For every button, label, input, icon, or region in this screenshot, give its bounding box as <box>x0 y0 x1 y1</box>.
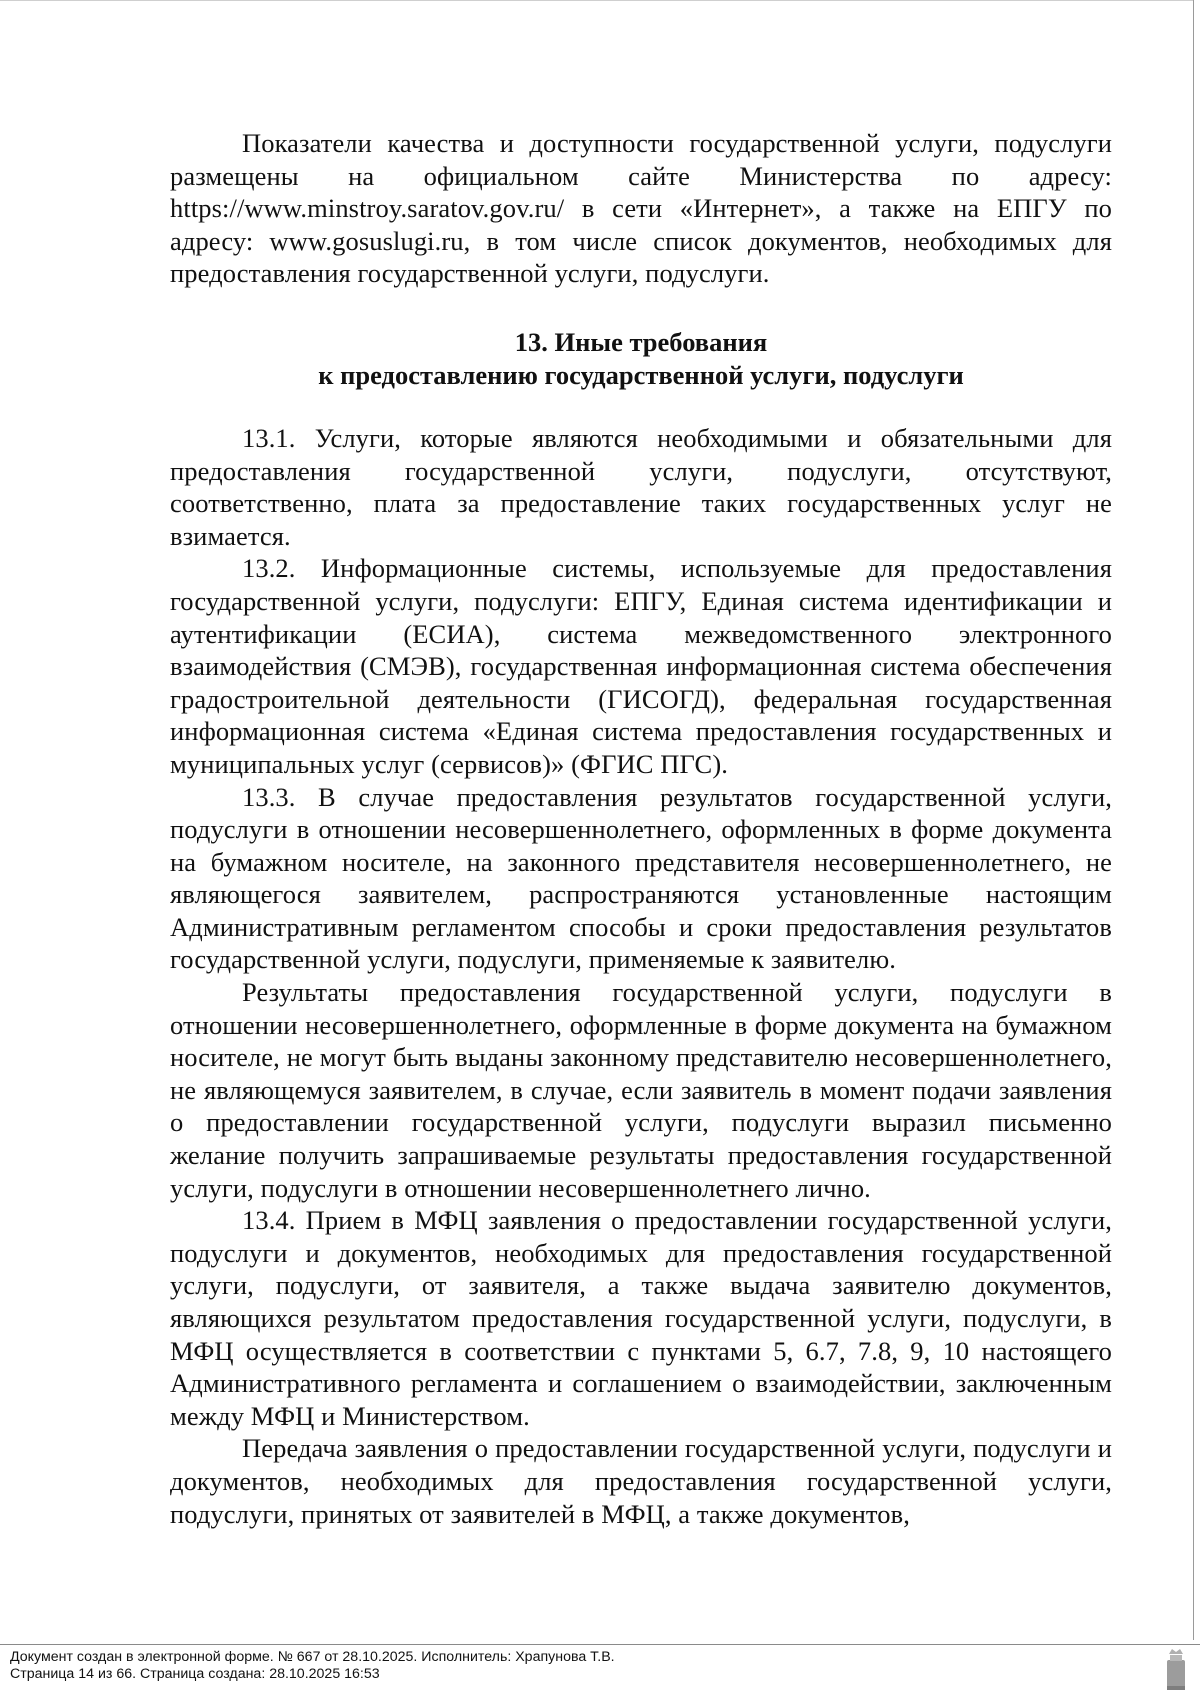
document-footer <box>0 1644 1200 1699</box>
section-heading-line-2: к предоставлению государственной услуги, подуслуги <box>318 359 964 390</box>
footer-creation-info: Документ создан в электронной форме. № 667 от 28.10.2025. Исполнитель: Храпунова Т.В. <box>10 1649 615 1665</box>
paragraph-13-2: 13.2. Информационные системы, используемые для предоставления государственной услуги, подуслуги: ЕПГУ, Единая система идентификации и аутентификации (ЕСИА), система межведомственного электронного взаимодействия (СМЭВ), государственная информационная система обеспечения градостроительной деятельности (ГИСОГД), федеральная государственная информационная система «Единая система предоставления государственных и муниципальных услуг (сервисов)» (ФГИС ПГС). <box>170 553 1112 779</box>
page-right-edge <box>1193 0 1194 1640</box>
paragraph-transfer: Передача заявления о предоставлении государственной услуги, подуслуги и документов, необходимых для предоставления государственной услуги, подуслуги, принятых от заявителей в МФЦ, а также документов, <box>170 1433 1112 1529</box>
footer-page-info: Страница 14 из 66. Страница создана: 28.10.2025 16:53 <box>10 1666 380 1682</box>
paragraph-13-1: 13.1. Услуги, которые являются необходимыми и обязательными для предоставления государственной услуги, подуслуги, отсутствуют, соответственно, плата за предоставление таких государственных услуг не взимается. <box>170 422 1112 551</box>
paragraph-13-3: 13.3. В случае предоставления результатов государственной услуги, подуслуги в отношении несовершеннолетнего, оформленных в форме документа на бумажном носителе, на законного представителя несовершеннолетнего, не являющегося заявителем, распространяются установленные настоящим Административным регламентом способы и сроки предоставления результатов государственной услуги, подуслуги, применяемые к заявителю. <box>170 781 1112 975</box>
section-heading <box>170 326 1112 392</box>
section-heading-line-1: 13. Иные требования <box>514 326 768 357</box>
paragraph-13-4: 13.4. Прием в МФЦ заявления о предоставлении государственной услуги, подуслуги и документов, необходимых для предоставления государственной услуги, подуслуги, от заявителя, а также выдача заявителю документов, являющихся результатом предоставления государственной услуги, подуслуги, в МФЦ осуществляется в соответствии с пунктами 5, 6.7, 7.8, 9, 10 настоящего Административного регламента и соглашением о взаимодействии, заключенным между МФЦ и Министерством. <box>170 1205 1112 1431</box>
document-stamp-icon <box>1164 1648 1188 1692</box>
document-body <box>170 127 1112 1530</box>
paragraph-quality-indicators: Показатели качества и доступности государственной услуги, подуслуги размещены на официальном сайте Министерства по адресу: https://www.minstroy.saratov.gov.ru/ в сети «Интернет», а также на ЕПГУ по адресу: www.gosuslugi.ru, в том числе список документов, необходимых для предоставления государственной услуги, подуслуги. <box>170 128 1112 289</box>
paragraph-results: Результаты предоставления государственной услуги, подуслуги в отношении несовершеннолетнего, оформленные в форме документа на бумажном носителе, не могут быть выданы законному представителю несовершеннолетнего, не являющемуся заявителем, в случае, если заявитель в момент подачи заявления о предоставлении государственной услуги, подуслуги выразил письменно желание получить запрашиваемые результаты предоставления государственной услуги, подуслуги в отношении несовершеннолетнего лично. <box>170 977 1112 1203</box>
page-top-edge <box>0 0 1194 1</box>
